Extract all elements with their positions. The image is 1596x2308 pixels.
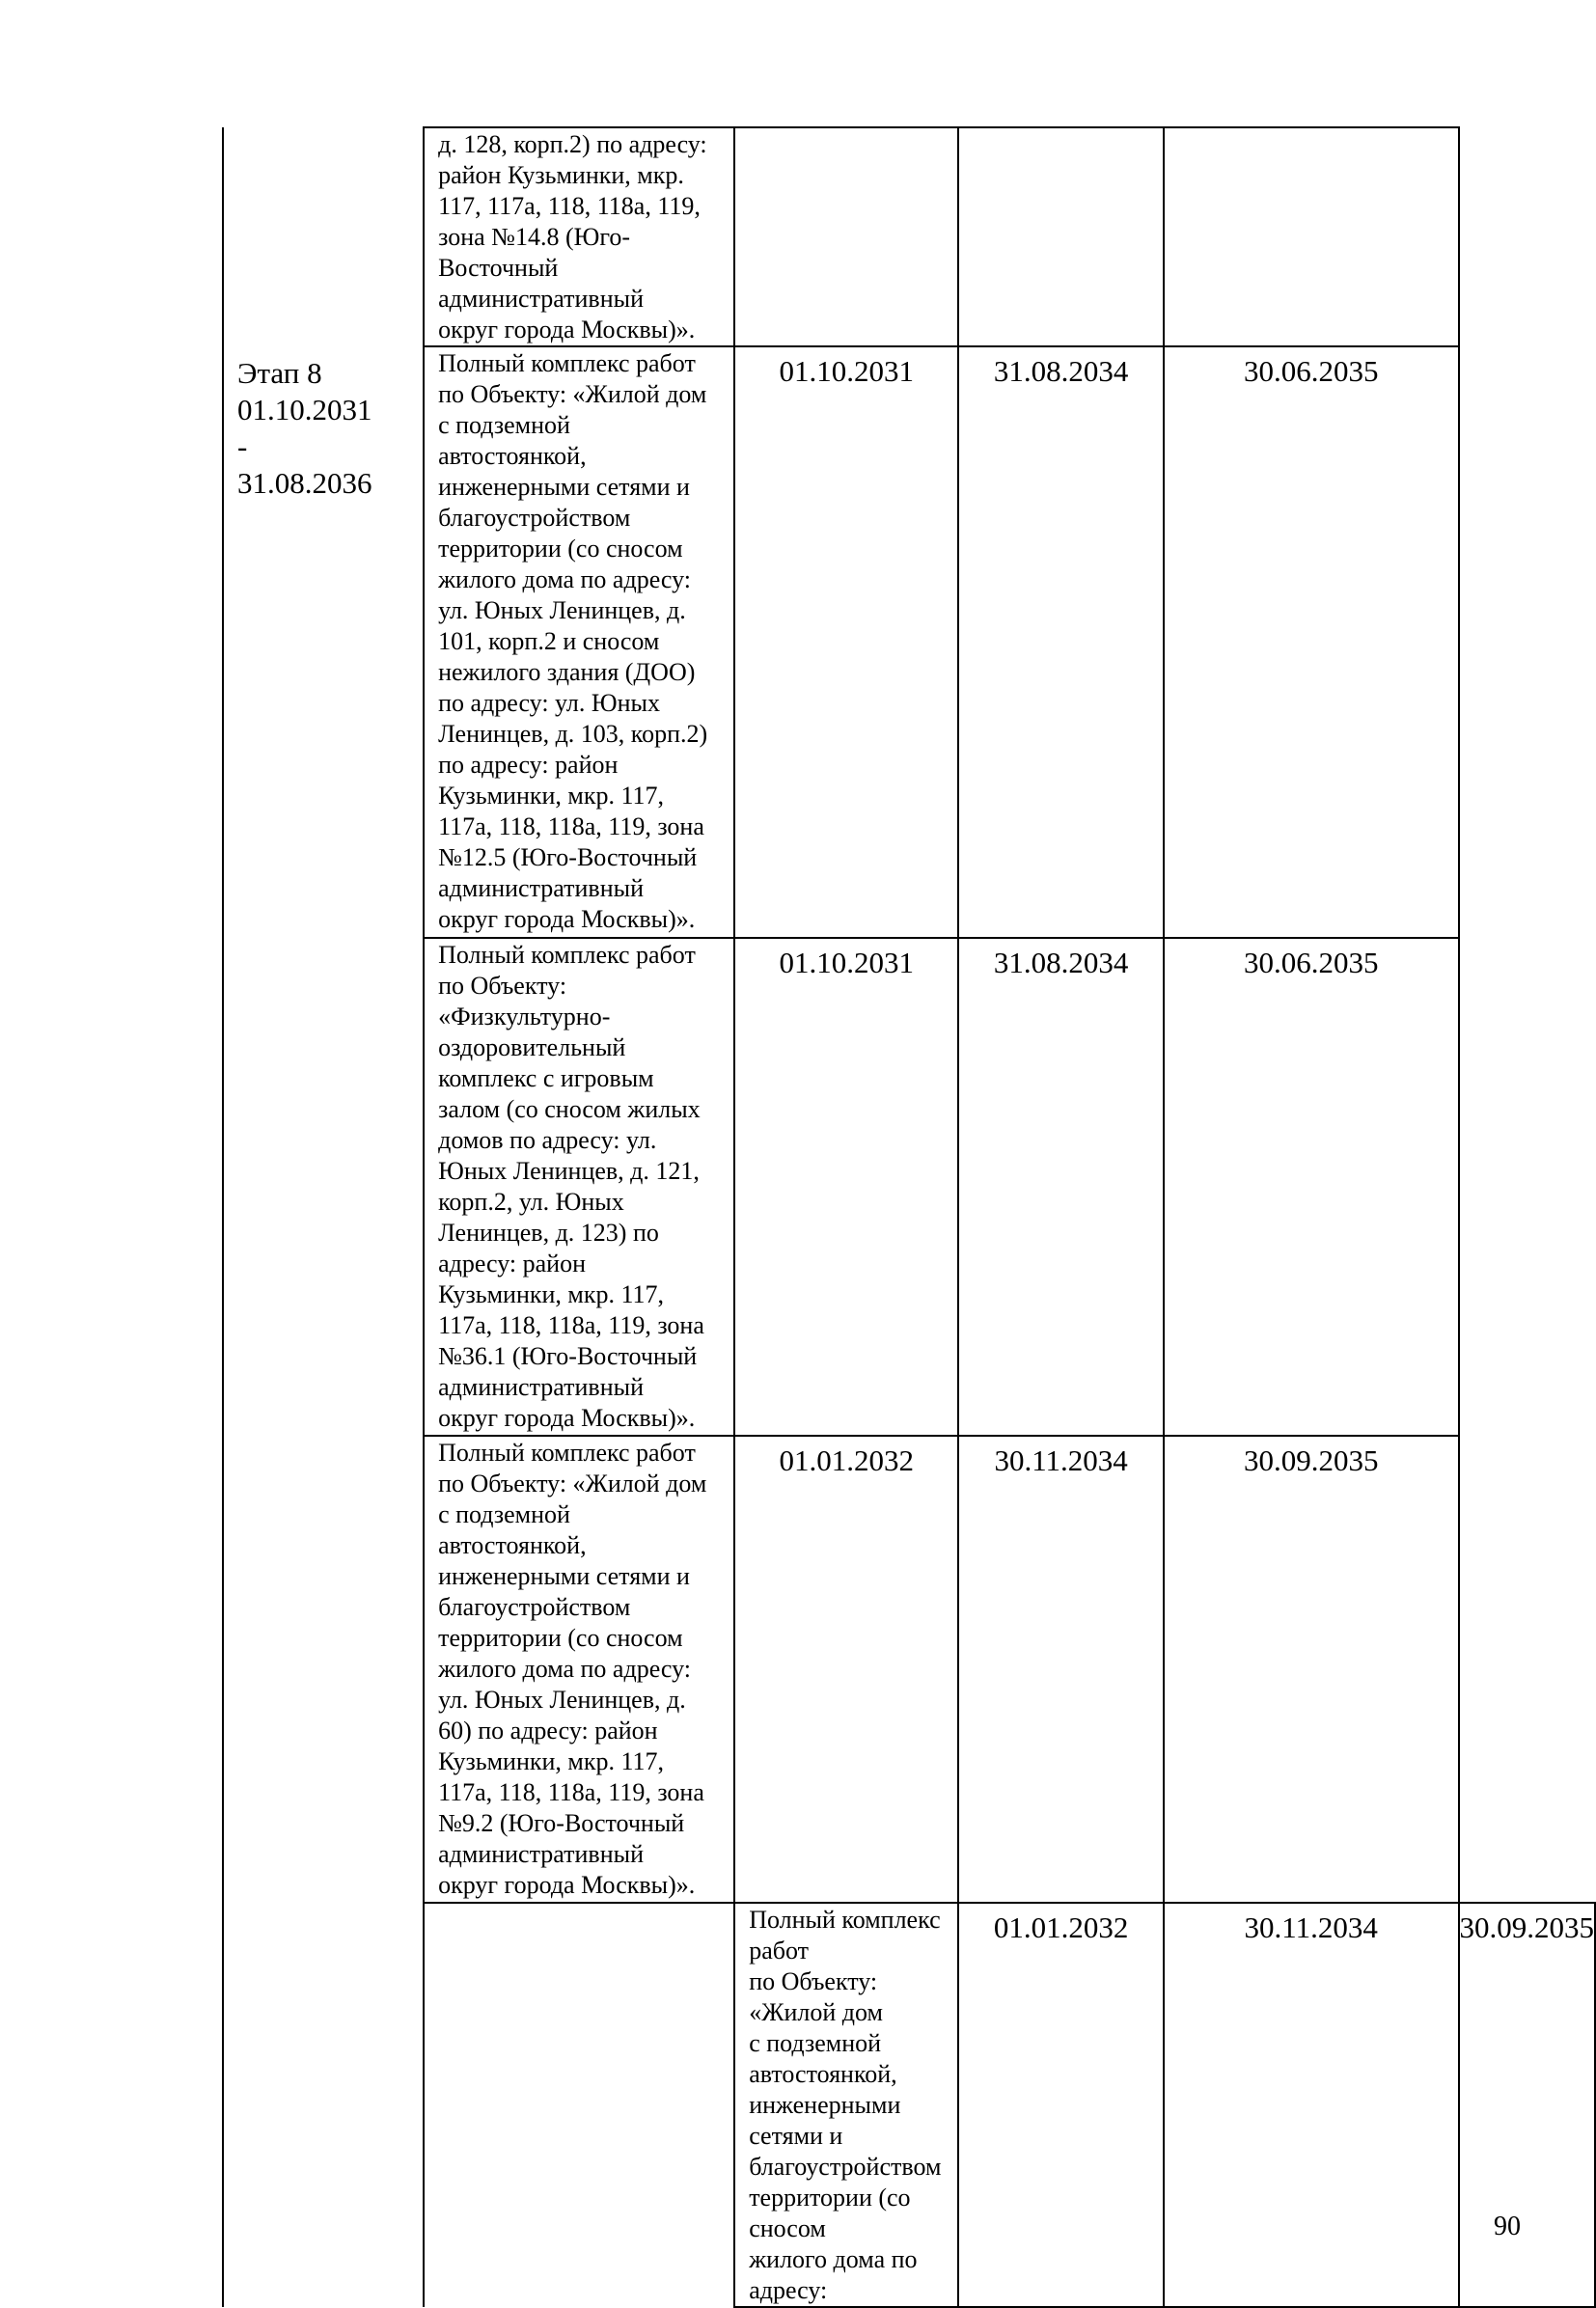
stage-cell xyxy=(223,127,424,346)
completion-date: 30.09.2035 xyxy=(1459,1910,1594,1944)
completion-date-cell xyxy=(1164,938,1459,1436)
page-number: 90 xyxy=(1494,2212,1521,2241)
end-date: 31.08.2034 xyxy=(993,946,1129,979)
end-date-cell xyxy=(1164,1903,1459,2307)
start-date xyxy=(735,128,957,135)
completion-date-cell xyxy=(1164,1436,1459,1903)
description-cell xyxy=(424,346,734,938)
work-description: Полный комплекс работ по Объекту: «Физкультурно- оздоровительный комплекс с игровым залом (со сносом жилых домов по адресу: ул. Юных Ленинцев, д. 121, корп.2, ул. Юных Ленинцев, д. 123) по адресу: район Кузьминки, мкр. 117, 117а, 118, 118а, 119, зона №36.1 (Юго-Восточный административный округ города Москвы)». xyxy=(438,941,704,1432)
start-date-cell xyxy=(734,346,958,938)
stage-label xyxy=(425,1904,733,1912)
end-date-cell xyxy=(958,127,1164,346)
stage-label xyxy=(224,127,423,136)
stage-cell xyxy=(424,1903,734,2307)
start-date-cell xyxy=(734,127,958,346)
description-cell xyxy=(424,1436,734,1903)
table-row xyxy=(223,1436,1595,1903)
completion-date xyxy=(1165,128,1458,135)
completion-date: 30.06.2035 xyxy=(1243,354,1379,388)
schedule-table xyxy=(222,126,1596,2308)
end-date: 30.11.2034 xyxy=(994,1443,1128,1477)
end-date: 31.08.2034 xyxy=(993,354,1129,388)
stage-label: Этап 8 01.10.2031 - 31.08.2036 xyxy=(237,356,372,500)
completion-date: 30.09.2035 xyxy=(1243,1443,1379,1477)
completion-date-cell xyxy=(1164,127,1459,346)
work-description: Полный комплекс работ по Объекту: «Жилой дом с подземной автостоянкой, инженерными сетями и благоустройством территории (со сносом жилого дома по адресу: ул. Юных Ленинцев, д. 101, корп.2 и сносом нежилого здания (ДОО) по адресу: ул. Юных Ленинцев, д. 103, корп.2) по адресу: район Кузьминки, мкр. 117, 117а, 118, 118а, 119, зона №12.5 (Юго-Восточный административный округ города Москвы)». xyxy=(438,349,708,933)
completion-date: 30.06.2035 xyxy=(1243,946,1379,979)
table-row xyxy=(223,938,1595,1436)
start-date: 01.10.2031 xyxy=(779,354,914,388)
table-row xyxy=(223,1903,1595,2307)
table-row xyxy=(223,127,1595,346)
start-date-cell xyxy=(734,938,958,1436)
description-cell xyxy=(424,127,734,346)
stage-cell xyxy=(223,346,424,2307)
start-date: 01.01.2032 xyxy=(779,1443,914,1477)
end-date-cell xyxy=(958,346,1164,938)
table-row xyxy=(223,346,1595,938)
end-date-cell xyxy=(958,1436,1164,1903)
end-date-cell xyxy=(958,938,1164,1436)
description-cell xyxy=(424,938,734,1436)
end-date xyxy=(959,128,1163,135)
start-date: 01.10.2031 xyxy=(779,946,914,979)
description-cell xyxy=(734,1903,958,2307)
work-description: д. 128, корп.2) по адресу: район Кузьминки, мкр. 117, 117а, 118, 118а, 119, зона №14.8 (Юго- Восточный административный округ города Москвы)». xyxy=(438,130,707,343)
completion-date-cell xyxy=(1164,346,1459,938)
end-date: 30.11.2034 xyxy=(1244,1910,1378,1944)
work-description: Полный комплекс работ по Объекту: «Жилой дом с подземной автостоянкой, инженерными сетями и благоустройством территории (со сносом жилого дома по адресу: xyxy=(749,1906,942,2304)
start-date: 01.01.2032 xyxy=(993,1910,1129,1944)
work-description: Полный комплекс работ по Объекту: «Жилой дом с подземной автостоянкой, инженерными сетями и благоустройством территории (со сносом жилого дома по адресу: ул. Юных Ленинцев, д. 60) по адресу: район Кузьминки, мкр. 117, 117а, 118, 118а, 119, зона №9.2 (Юго-Восточный административный округ города Москвы)». xyxy=(438,1439,707,1899)
start-date-cell xyxy=(958,1903,1164,2307)
completion-date-cell xyxy=(1459,1903,1596,2307)
start-date-cell xyxy=(734,1436,958,1903)
